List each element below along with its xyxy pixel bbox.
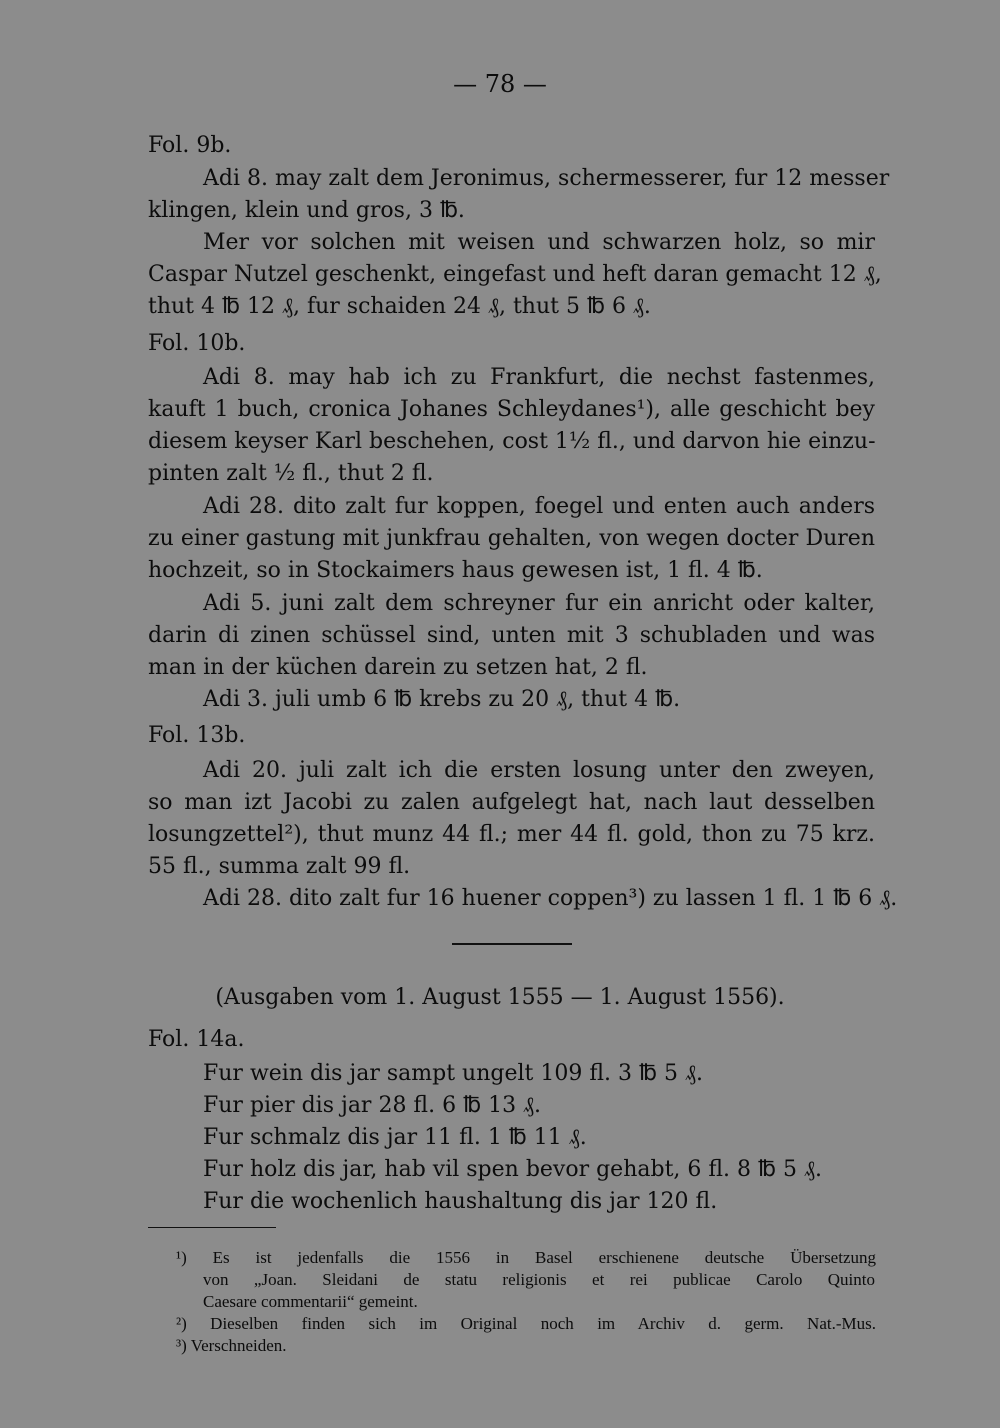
text-line: Adi 28. dito zalt fur 16 huener coppen³) zu lassen 1 fl. 1 ℔ 6 ₰. [203,886,898,911]
text-line: Adi 20. juli zalt ich die ersten losung unter den zweyen, [203,758,875,783]
footnote-line: ¹) Es ist jedenfalls die 1556 in Basel erschienene deutsche Übersetzung [176,1248,876,1267]
text-line: Fur pier dis jar 28 fl. 6 ℔ 13 ₰. [203,1093,542,1118]
text-line: klingen, klein und gros, 3 ℔. [148,198,465,223]
text-line: darin di zinen schüssel sind, unten mit 3 schubladen und was [148,623,875,648]
text-line: losungzettel²), thut munz 44 fl.; mer 44 fl. gold, thon zu 75 krz. [148,822,875,847]
text-line: pinten zalt ½ fl., thut 2 fl. [148,461,434,486]
footnote-line: ³) Verschneiden. [176,1336,287,1355]
text-line: Caspar Nutzel geschenkt, eingefast und heft daran gemacht 12 ₰, [148,262,882,287]
text-line: Adi 8. may hab ich zu Frankfurt, die nechst fastenmes, [203,365,875,390]
text-line: hochzeit, so in Stockaimers haus gewesen ist, 1 fl. 4 ℔. [148,558,763,583]
text-line: Adi 3. juli umb 6 ℔ krebs zu 20 ₰, thut 4 ℔. [203,687,681,712]
section-divider [452,943,572,945]
footnote-line: von „Joan. Sleidani de statu religionis et rei publicae Carolo Quinto [203,1270,875,1289]
folio-heading: Fol. 10b. [148,331,246,356]
text-line: Adi 28. dito zalt fur koppen, foegel und enten auch anders [203,494,875,519]
text-line: man in der küchen darein zu setzen hat, 2 fl. [148,655,648,680]
page-number: — 78 — [453,70,547,98]
text-line: Adi 8. may zalt dem Jeronimus, schermesserer, fur 12 messer [203,166,890,191]
folio-heading: Fol. 14a. [148,1027,245,1052]
text-line: kauft 1 buch, cronica Johanes Schleydanes¹), alle geschicht bey [148,397,875,422]
text-line: Adi 5. juni zalt dem schreyner fur ein anricht oder kalter, [203,591,875,616]
section-heading: (Ausgaben vom 1. August 1555 — 1. August 1556). [215,985,785,1010]
text-line: thut 4 ℔ 12 ₰, fur schaiden 24 ₰, thut 5 ℔ 6 ₰. [148,294,651,319]
folio-heading: Fol. 9b. [148,133,232,158]
text-line: 55 fl., summa zalt 99 fl. [148,854,411,879]
text-line: Fur die wochenlich haushaltung dis jar 120 fl. [203,1189,718,1214]
footnote-line: ²) Dieselben finden sich im Original noch im Archiv d. germ. Nat.-Mus. [176,1314,876,1333]
text-line: Fur wein dis jar sampt ungelt 109 fl. 3 ℔ 5 ₰. [203,1061,703,1086]
text-line: Fur holz dis jar, hab vil spen bevor gehabt, 6 fl. 8 ℔ 5 ₰. [203,1157,823,1182]
text-line: Fur schmalz dis jar 11 fl. 1 ℔ 11 ₰. [203,1125,587,1150]
text-line: Mer vor solchen mit weisen und schwarzen holz, so mir [203,230,875,255]
folio-heading: Fol. 13b. [148,723,246,748]
text-line: zu einer gastung mit junkfrau gehalten, von wegen docter Duren [148,526,875,551]
text-line: so man izt Jacobi zu zalen aufgelegt hat, nach laut desselben [148,790,875,815]
footnote-divider [148,1227,276,1228]
text-line: diesem keyser Karl beschehen, cost 1½ fl., und darvon hie einzu- [148,429,876,454]
footnote-line: Caesare commentarii“ gemeint. [203,1292,418,1311]
